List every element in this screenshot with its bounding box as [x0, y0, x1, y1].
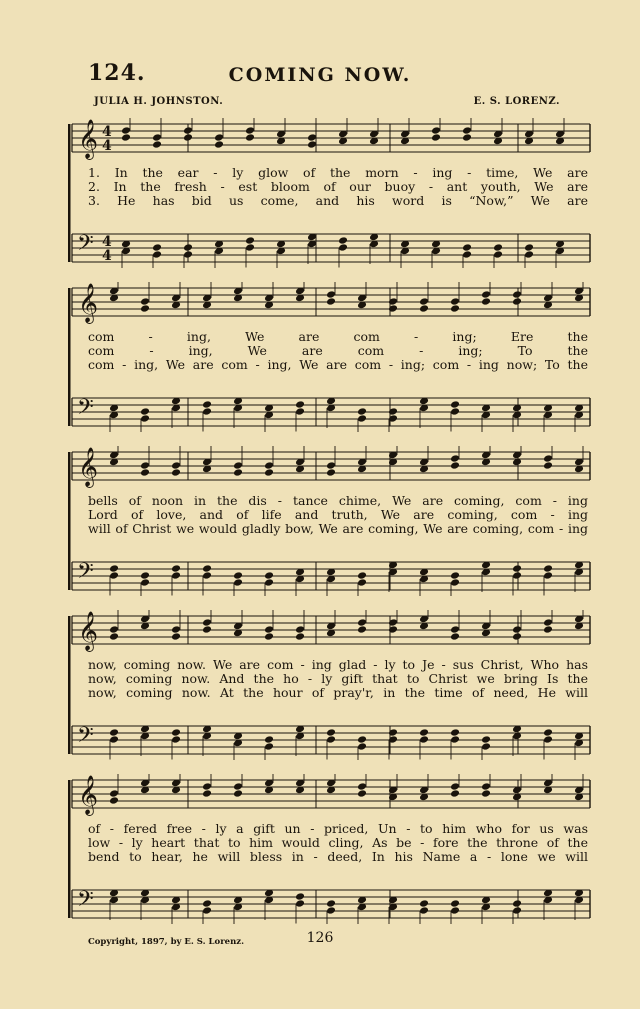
note-head — [450, 899, 460, 908]
note-head — [140, 407, 150, 416]
bass-clef-icon: 𝄢 — [77, 559, 94, 589]
note-head — [450, 906, 460, 915]
note-head — [462, 250, 472, 259]
note-head — [109, 796, 119, 805]
note-head — [419, 728, 429, 737]
page-number: 126 — [306, 930, 334, 946]
note-head — [140, 461, 150, 470]
treble-clef-icon: 𝄞 — [78, 119, 99, 159]
note-head — [419, 899, 429, 908]
note-head — [326, 899, 336, 908]
note-head — [183, 126, 193, 135]
note-head — [171, 632, 181, 641]
note-head — [357, 407, 367, 416]
hymn-number: 124. — [88, 60, 146, 86]
bass-clef-icon: 𝄢 — [77, 231, 94, 261]
note-head — [295, 625, 305, 634]
note-head — [450, 782, 460, 791]
note-head — [140, 571, 150, 580]
note-head — [481, 290, 491, 299]
note-head — [214, 140, 224, 149]
note-head — [543, 454, 553, 463]
note-head — [450, 571, 460, 580]
note-head — [481, 297, 491, 306]
note-head — [140, 414, 150, 423]
lyric-line: 3. He has bid us come, and his word is “Now,” We are — [88, 193, 588, 208]
note-head — [152, 243, 162, 252]
lyric-line: of - fered free - ly a gift un - priced, Un - to him who for us was — [88, 821, 588, 836]
note-head — [512, 899, 522, 908]
note-head — [109, 571, 119, 580]
note-head — [171, 728, 181, 737]
note-head — [543, 571, 553, 580]
note-head — [140, 468, 150, 477]
note-head — [202, 782, 212, 791]
note-head — [202, 906, 212, 915]
note-head — [264, 735, 274, 744]
time-signature: 4 — [102, 234, 112, 250]
note-head — [233, 461, 243, 470]
note-head — [264, 742, 274, 751]
lyric-line: now, coming now. At the hour of pray'r, in the time of need, He will — [88, 685, 588, 700]
note-head — [431, 133, 441, 142]
note-head — [264, 578, 274, 587]
note-head — [512, 906, 522, 915]
note-head — [512, 632, 522, 641]
note-head — [109, 728, 119, 737]
note-head — [109, 789, 119, 798]
note-head — [512, 564, 522, 573]
note-head — [233, 578, 243, 587]
note-head — [202, 618, 212, 627]
note-head — [152, 140, 162, 149]
note-head — [233, 789, 243, 798]
note-head — [245, 133, 255, 142]
note-head — [171, 625, 181, 634]
note-head — [152, 250, 162, 259]
note-head — [481, 735, 491, 744]
note-head — [326, 728, 336, 737]
time-signature: 4 — [102, 124, 112, 140]
note-head — [295, 407, 305, 416]
note-head — [419, 304, 429, 313]
note-head — [202, 400, 212, 409]
note-head — [543, 564, 553, 573]
note-head — [450, 728, 460, 737]
note-head — [493, 243, 503, 252]
note-head — [109, 632, 119, 641]
lyric-line: com - ing, We are com - ing, We are com - ing; com - ing now; To the — [88, 357, 588, 372]
time-signature: 4 — [102, 138, 112, 154]
note-head — [109, 735, 119, 744]
note-head — [493, 250, 503, 259]
note-head — [512, 297, 522, 306]
treble-clef-icon: 𝄞 — [78, 611, 99, 651]
lyric-line: bells of noon in the dis - tance chime, We are coming, com - ing — [88, 493, 588, 508]
treble-clef-icon: 𝄞 — [78, 447, 99, 487]
note-head — [481, 742, 491, 751]
note-head — [245, 243, 255, 252]
note-head — [295, 892, 305, 901]
note-head — [245, 236, 255, 245]
lyric-line: low - ly heart that to him would cling, As be - fore the throne of the — [88, 835, 588, 850]
note-head — [357, 735, 367, 744]
note-head — [512, 290, 522, 299]
lyric-line: now, coming now. We are com - ing glad - ly to Je - sus Christ, Who has — [88, 657, 588, 672]
note-head — [450, 454, 460, 463]
note-head — [543, 625, 553, 634]
note-head — [357, 571, 367, 580]
note-head — [357, 625, 367, 634]
bass-clef-icon: 𝄢 — [77, 887, 94, 917]
note-head — [481, 782, 491, 791]
note-head — [326, 297, 336, 306]
lyric-line: com - ing, We are com - ing; To the — [88, 343, 588, 358]
author-credit: JULIA H. JOHNSTON. — [94, 96, 224, 107]
note-head — [245, 126, 255, 135]
lyric-line: Lord of love, and of life and truth, We are coming, com - ing — [88, 507, 588, 522]
note-head — [326, 906, 336, 915]
note-head — [419, 906, 429, 915]
note-head — [512, 571, 522, 580]
note-head — [326, 468, 336, 477]
note-head — [264, 571, 274, 580]
note-head — [338, 236, 348, 245]
note-head — [357, 414, 367, 423]
note-head — [202, 571, 212, 580]
note-head — [357, 789, 367, 798]
note-head — [140, 297, 150, 306]
note-head — [524, 243, 534, 252]
note-head — [543, 728, 553, 737]
note-head — [264, 625, 274, 634]
note-head — [121, 133, 131, 142]
note-head — [543, 618, 553, 627]
bass-clef-icon: 𝄢 — [77, 723, 94, 753]
note-head — [450, 461, 460, 470]
note-head — [109, 625, 119, 634]
note-head — [233, 468, 243, 477]
lyric-line: com - ing, We are com - ing; Ere the — [88, 329, 588, 344]
note-head — [202, 899, 212, 908]
note-head — [450, 632, 460, 641]
note-head — [431, 126, 441, 135]
note-head — [202, 564, 212, 573]
note-head — [202, 625, 212, 634]
note-head — [264, 461, 274, 470]
note-head — [357, 618, 367, 627]
note-head — [171, 735, 181, 744]
note-head — [109, 564, 119, 573]
note-head — [295, 400, 305, 409]
note-head — [140, 304, 150, 313]
note-head — [462, 243, 472, 252]
note-head — [462, 126, 472, 135]
note-head — [171, 564, 181, 573]
note-head — [307, 133, 317, 142]
note-head — [512, 625, 522, 634]
note-head — [295, 632, 305, 641]
note-head — [214, 133, 224, 142]
note-head — [357, 742, 367, 751]
note-head — [202, 789, 212, 798]
note-head — [543, 735, 553, 744]
note-head — [121, 126, 131, 135]
note-head — [183, 133, 193, 142]
note-head — [450, 407, 460, 416]
lyric-line: 2. In the fresh - est bloom of our buoy - ant youth, We are — [88, 179, 588, 194]
treble-clef-icon: 𝄞 — [78, 775, 99, 815]
bass-clef-icon: 𝄢 — [77, 395, 94, 425]
note-head — [450, 578, 460, 587]
note-head — [419, 735, 429, 744]
lyric-line: 1. In the ear - ly glow of the morn - ing - time, We are — [88, 165, 588, 180]
note-head — [326, 735, 336, 744]
note-head — [450, 304, 460, 313]
composer-credit: E. S. LORENZ. — [473, 96, 560, 107]
lyric-line: will of Christ we would gladly bow, We are coming, We are coming, com - ing — [88, 521, 588, 536]
note-head — [171, 468, 181, 477]
copyright-notice: Copyright, 1897, by E. S. Lorenz. — [88, 937, 245, 947]
note-head — [357, 782, 367, 791]
treble-clef-icon: 𝄞 — [78, 283, 99, 323]
note-head — [295, 899, 305, 908]
note-head — [462, 133, 472, 142]
note-head — [450, 735, 460, 744]
note-head — [450, 789, 460, 798]
note-head — [202, 407, 212, 416]
note-head — [419, 297, 429, 306]
note-head — [524, 250, 534, 259]
note-head — [481, 789, 491, 798]
note-head — [450, 297, 460, 306]
note-head — [233, 571, 243, 580]
hymn-title: COMING NOW. — [228, 64, 412, 86]
note-head — [357, 578, 367, 587]
note-head — [140, 578, 150, 587]
note-head — [152, 133, 162, 142]
lyric-line: bend to hear, he will bless in - deed, In his Name a - lone we will — [88, 849, 588, 864]
note-head — [171, 571, 181, 580]
note-head — [307, 140, 317, 149]
note-head — [326, 290, 336, 299]
time-signature: 4 — [102, 248, 112, 264]
note-head — [171, 461, 181, 470]
note-head — [338, 243, 348, 252]
note-head — [326, 461, 336, 470]
note-head — [183, 243, 193, 252]
note-head — [264, 468, 274, 477]
note-head — [450, 400, 460, 409]
note-head — [233, 782, 243, 791]
note-head — [264, 632, 274, 641]
note-head — [543, 461, 553, 470]
note-head — [183, 250, 193, 259]
lyric-line: now, coming now. And the ho - ly gift that to Christ we bring Is the — [88, 671, 588, 686]
note-head — [450, 625, 460, 634]
